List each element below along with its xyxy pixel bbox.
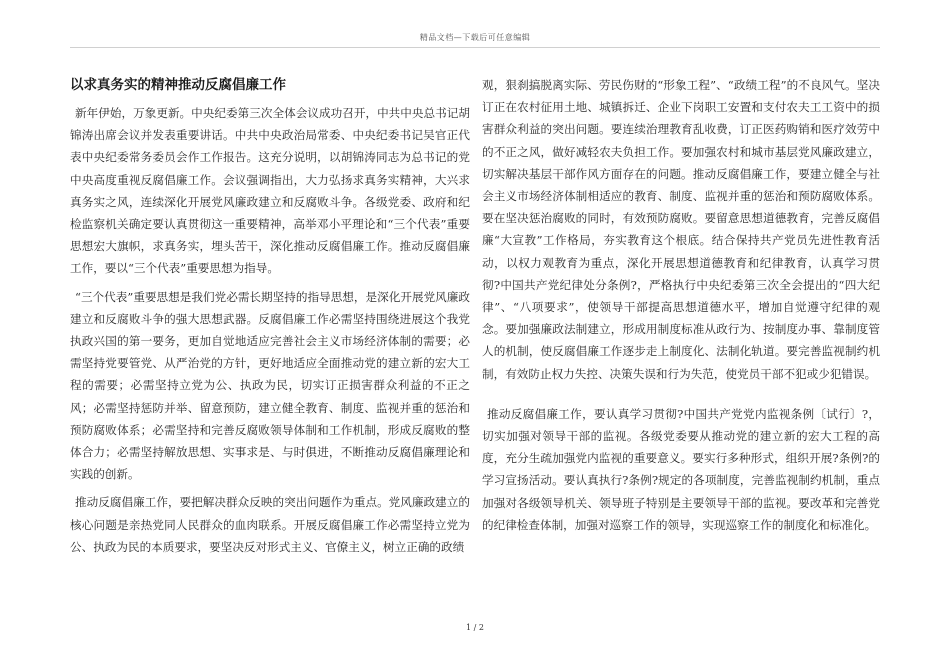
paragraph: 推动反腐倡廉工作，要把解决群众反映的突出问题作为重点。党风廉政建立的核心问题是亲热党同人民群众的血肉联系。开展反腐倡廉工作必需坚持立党为公、执政为民的本质要求，要坚决反对形式主义、官僚主义，树立正确的政绩 (70, 495, 470, 554)
article-title: 以求真务实的精神推动反腐倡廉工作 (70, 77, 286, 93)
paragraph: “三个代表”重要思想是我们党必需长期坚持的指导思想，是深化开展党风廉政建立和反腐败斗争的强大思想武器。反腐倡廉工作必需坚持围绕进展这个我党执政兴国的第一要务，更加自觉地适应完善社会主义市场经济体制的需要；必需坚持党要管党、从严治党的方针，更好地适应全面推动党的建立新的宏大工程的需要；必需坚持立党为公、执政为民，切实订正损害群众利益的不正之风；必需坚持惩防并举、留意预防，建立健全教育、制度、监视并重的惩治和预防腐败体系；必需坚持和完善反腐败领导体制和工作机制，形成反腐败的整体合力；必需坚持解放思想、实事求是、与时俱进，不断推动反腐倡廉理论和实践的创新。 (70, 289, 470, 482)
right-column (482, 74, 880, 554)
paragraph: 推动反腐倡廉工作，要认真学习贯彻?中国共产党党内监视条例〔试行〕?，切实加强对领导干部的监视。各级党委要从推动党的建立新的宏大工程的高度，充分生疏加强党内监视的重要意义。要实行多种形式，组织开展?条例?的学习宣扬活动。要认真执行?条例?规定的各项制度，完善监视制约机制，重点加强对各级领导机关、领导班子特别是主要领导干部的监视。要改革和完善党的纪律检查体制，加强对巡察工作的领导，实现巡察工作的制度化和标准化。 (482, 406, 880, 532)
header-rule (70, 47, 880, 48)
paragraph: 新年伊始，万象更新。中央纪委第三次全体会议成功召开，中共中央总书记胡锦涛出席会议并发表重要讲话。中共中央政治局常委、中央纪委书记吴官正代表中央纪委常务委员会作工作报告。这充分说明，以胡锦涛同志为总书记的党中央高度重视反腐倡廉工作。会议强调指出，大力弘扬求真务实精神，大兴求真务实之风，连续深化开展党风廉政建立和反腐败斗争。各级党委、政府和纪检监察机关确定要认真贯彻这一重要精神，高举邓小平理论和“三个代表”重要思想宏大旗帜，求真务实，埋头苦干，深化推动反腐倡廉工作。推动反腐倡廉工作，要以“三个代表”重要思想为指导。 (70, 106, 470, 276)
page-header: 精品文档—下载后可任意编辑 (419, 33, 531, 42)
page-number: 1 / 2 (466, 623, 484, 632)
left-column (70, 74, 470, 564)
paragraph: 观，狠刹搞脱离实际、劳民伤财的“形象工程”、“政绩工程”的不良风气。坚决订正在农村征用土地、城镇拆迁、企业下岗职工安置和支付农夫工工资中的损害群众利益的突出问题。要连续治理教育乱收费，订正医药购销和医疗效劳中的不正之风，做好减轻农夫负担工作。要加强农村和城市基层党风廉政建立，切实解决基层干部作风方面存在的问题。推动反腐倡廉工作，要建立健全与社会主义市场经济体制相适应的教育、制度、监视并重的惩治和预防腐败体系。要在坚决惩治腐败的同时，有效预防腐败。要留意思想道德教育，完善反腐倡廉“大宣教”工作格局，夯实教育这个根底。结合保持共产党员先进性教育活动，以权力观教育为重点，深化开展思想道德教育和纪律教育，认真学习贯彻?中国共产党纪律处分条例?，严格执行中央纪委第三次全会提出的“四大纪律”、“八项要求”，使领导干部提高思想道德水平，增加自觉遵守纪律的观念。要加强廉政法制建立，形成用制度标准从政行为、按制度办事、靠制度管人的机制，使反腐倡廉工作逐步走上制度化、法制化轨道。要完善监视制约机制，有效防止权力失控、决策失误和行为失范，使党员干部不犯或少犯错误。 (482, 78, 880, 381)
